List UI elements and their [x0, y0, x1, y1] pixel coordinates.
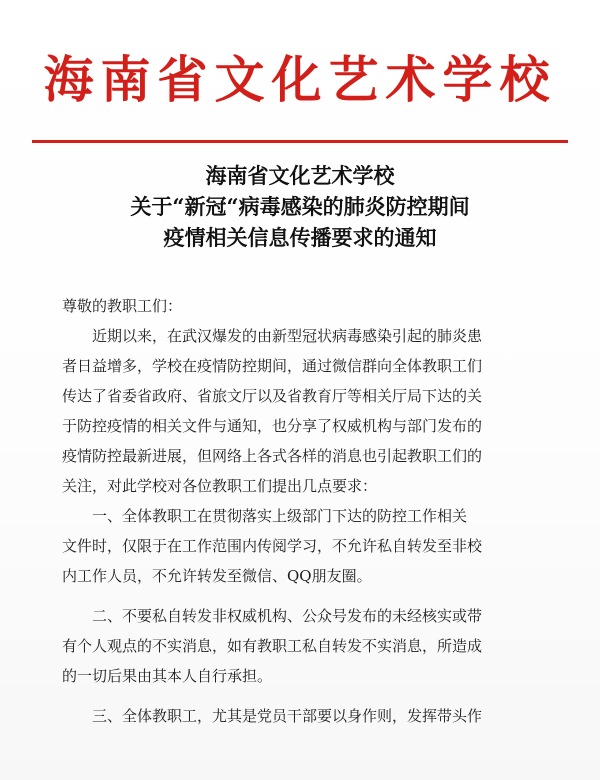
paragraph-item-3: [62, 701, 554, 731]
paragraph-line: 三、全体教职工，尤其是党员干部要以身作则，发挥带头作: [92, 707, 483, 725]
notice-title-line-2: 关于“新冠“病毒感染的肺炎防控期间: [130, 194, 470, 219]
letterhead-red-divider: [32, 140, 568, 143]
paragraph-line: 文件时，仅限于在工作范围内传阅学习，不允许私自转发至非校: [62, 537, 483, 555]
paragraph-line: 者日益增多，学校在疫情防控期间，通过微信群向全体教职工们: [62, 357, 483, 375]
paragraph-line: 疫情防控最新进展，但网络上各式各样的消息也引起教职工们的: [62, 447, 483, 465]
notice-body: [62, 291, 554, 731]
notice-title: [40, 160, 560, 253]
paragraph-line: 内工作人员，不允许转发至微信、QQ朋友圈。: [62, 567, 372, 585]
paragraph-line: 传达了省委省政府、省旅文厅以及省教育厅等相关厅局下达的关: [62, 387, 483, 405]
notice-title-line-3: 疫情相关信息传播要求的通知: [163, 225, 437, 250]
paragraph-line: 的一切后果由其本人自行承担。: [62, 667, 273, 685]
paragraph-line: 二、不要私自转发非权威机构、公众号发布的未经核实或带: [92, 607, 483, 625]
paragraph-line: 关注，对此学校对各位教职工们提出几点要求：: [62, 477, 378, 495]
paragraph-line: 一、全体教职工在贯彻落实上级部门下达的防控工作相关: [92, 507, 468, 525]
notice-title-line-1: 海南省文化艺术学校: [205, 163, 395, 188]
letterhead-masthead: 海南省文化艺术学校: [43, 50, 557, 109]
paragraph-line: 有个人观点的不实消息，如有教职工私自转发不实消息，所造成: [62, 637, 483, 655]
salutation: 尊敬的教职工们：: [62, 297, 183, 315]
paragraph-line: 近期以来，在武汉爆发的由新型冠状病毒感染引起的肺炎患: [92, 327, 483, 345]
paragraph-item-1: [62, 501, 554, 591]
paragraph-item-2: [62, 601, 554, 691]
paragraph-line: 于防控疫情的相关文件与通知，也分享了权威机构与部门发布的: [62, 417, 483, 435]
paragraph-intro: [62, 321, 554, 501]
